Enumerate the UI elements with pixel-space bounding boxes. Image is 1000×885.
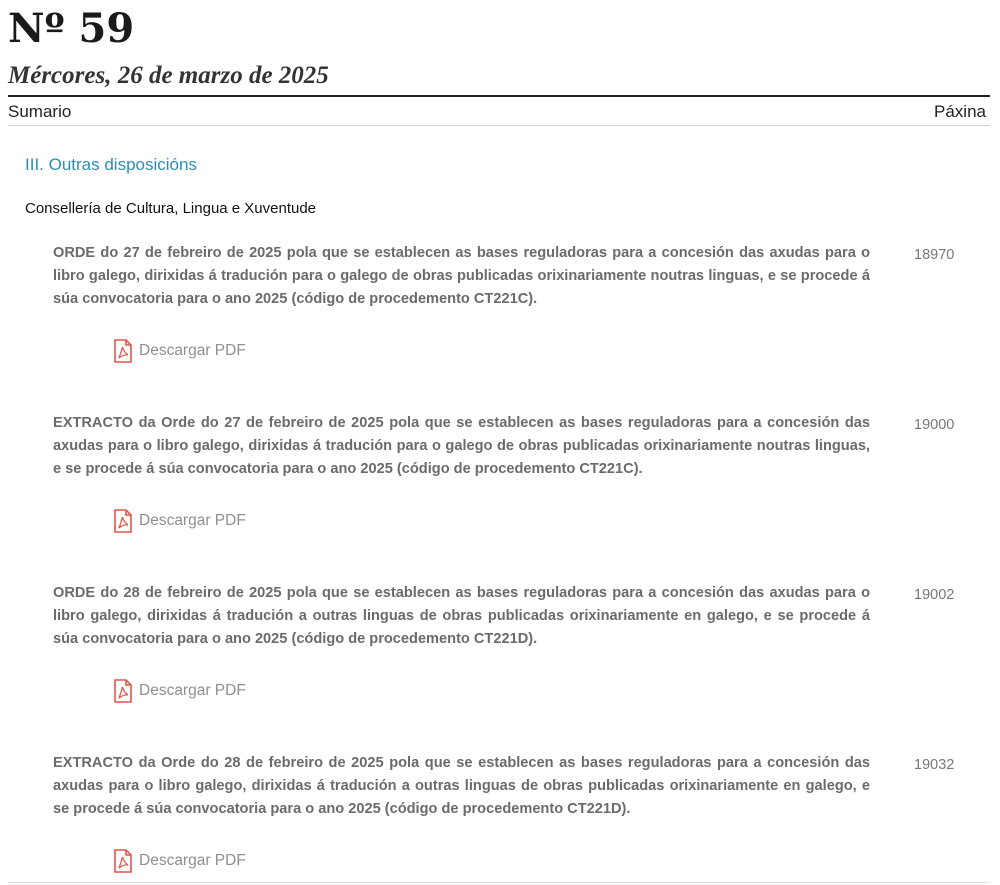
entry-description: ORDE do 28 de febreiro de 2025 pola que se establecen as bases reguladoras para a concesión das axudas para o libro galego, dirixidas á tradución a outras linguas de obras publicadas orixinariamente en galego, e se procede á súa convocatoria para o ano 2025 (código de procedemento CT221D). (53, 585, 870, 647)
entry-page-number: 19002 (914, 587, 955, 603)
entry-page-number: 19032 (914, 757, 955, 773)
issue-date: Mércores, 26 de marzo de 2025 (8, 62, 329, 89)
download-pdf-label: Descargar PDF (139, 342, 246, 359)
download-pdf-link[interactable] (113, 509, 246, 533)
page-column-label: Páxina (934, 102, 986, 121)
entry-description: ORDE do 27 de febreiro de 2025 pola que se establecen as bases reguladoras para a concesión das axudas para o libro galego, dirixidas á tradución para o galego de obras publicadas orixinariamente noutras linguas, e se procede á súa convocatoria para o ano 2025 (código de procedemento CT221C). (53, 245, 870, 307)
summary-divider (8, 125, 990, 126)
download-pdf-label: Descargar PDF (139, 682, 246, 699)
pdf-file-icon (113, 679, 133, 703)
download-pdf-link[interactable] (113, 849, 246, 873)
entry-description: EXTRACTO da Orde do 27 de febreiro de 2025 pola que se establecen as bases reguladoras para a concesión das axudas para o libro galego, dirixidas á tradución para o galego de obras publicadas orixinariamente noutras linguas, e se procede á súa convocatoria para o ano 2025 (código de procedemento CT221C). (53, 415, 870, 477)
entry-description: EXTRACTO da Orde do 28 de febreiro de 2025 pola que se establecen as bases reguladoras para a concesión das axudas para o libro galego, dirixidas á tradución a outras linguas de obras publicadas orixinariamente en galego, e se procede á súa convocatoria para o ano 2025 (código de procedemento CT221D). (53, 755, 870, 817)
download-pdf-label: Descargar PDF (139, 512, 246, 529)
download-pdf-link[interactable] (113, 339, 246, 363)
pdf-file-icon (113, 849, 133, 873)
bottom-divider (8, 882, 990, 883)
department-title: Consellería de Cultura, Lingua e Xuventude (25, 200, 317, 217)
pdf-file-icon (113, 339, 133, 363)
download-pdf-link[interactable] (113, 679, 246, 703)
issue-number: Nº 59 (8, 5, 135, 52)
header-divider (8, 95, 990, 97)
pdf-file-icon (113, 509, 133, 533)
section-title: III. Outras disposicións (25, 155, 197, 174)
summary-label: Sumario (8, 102, 72, 121)
entry-page-number: 19000 (914, 417, 955, 433)
summary-header (8, 101, 986, 125)
download-pdf-label: Descargar PDF (139, 852, 246, 869)
entry-page-number: 18970 (914, 247, 955, 263)
